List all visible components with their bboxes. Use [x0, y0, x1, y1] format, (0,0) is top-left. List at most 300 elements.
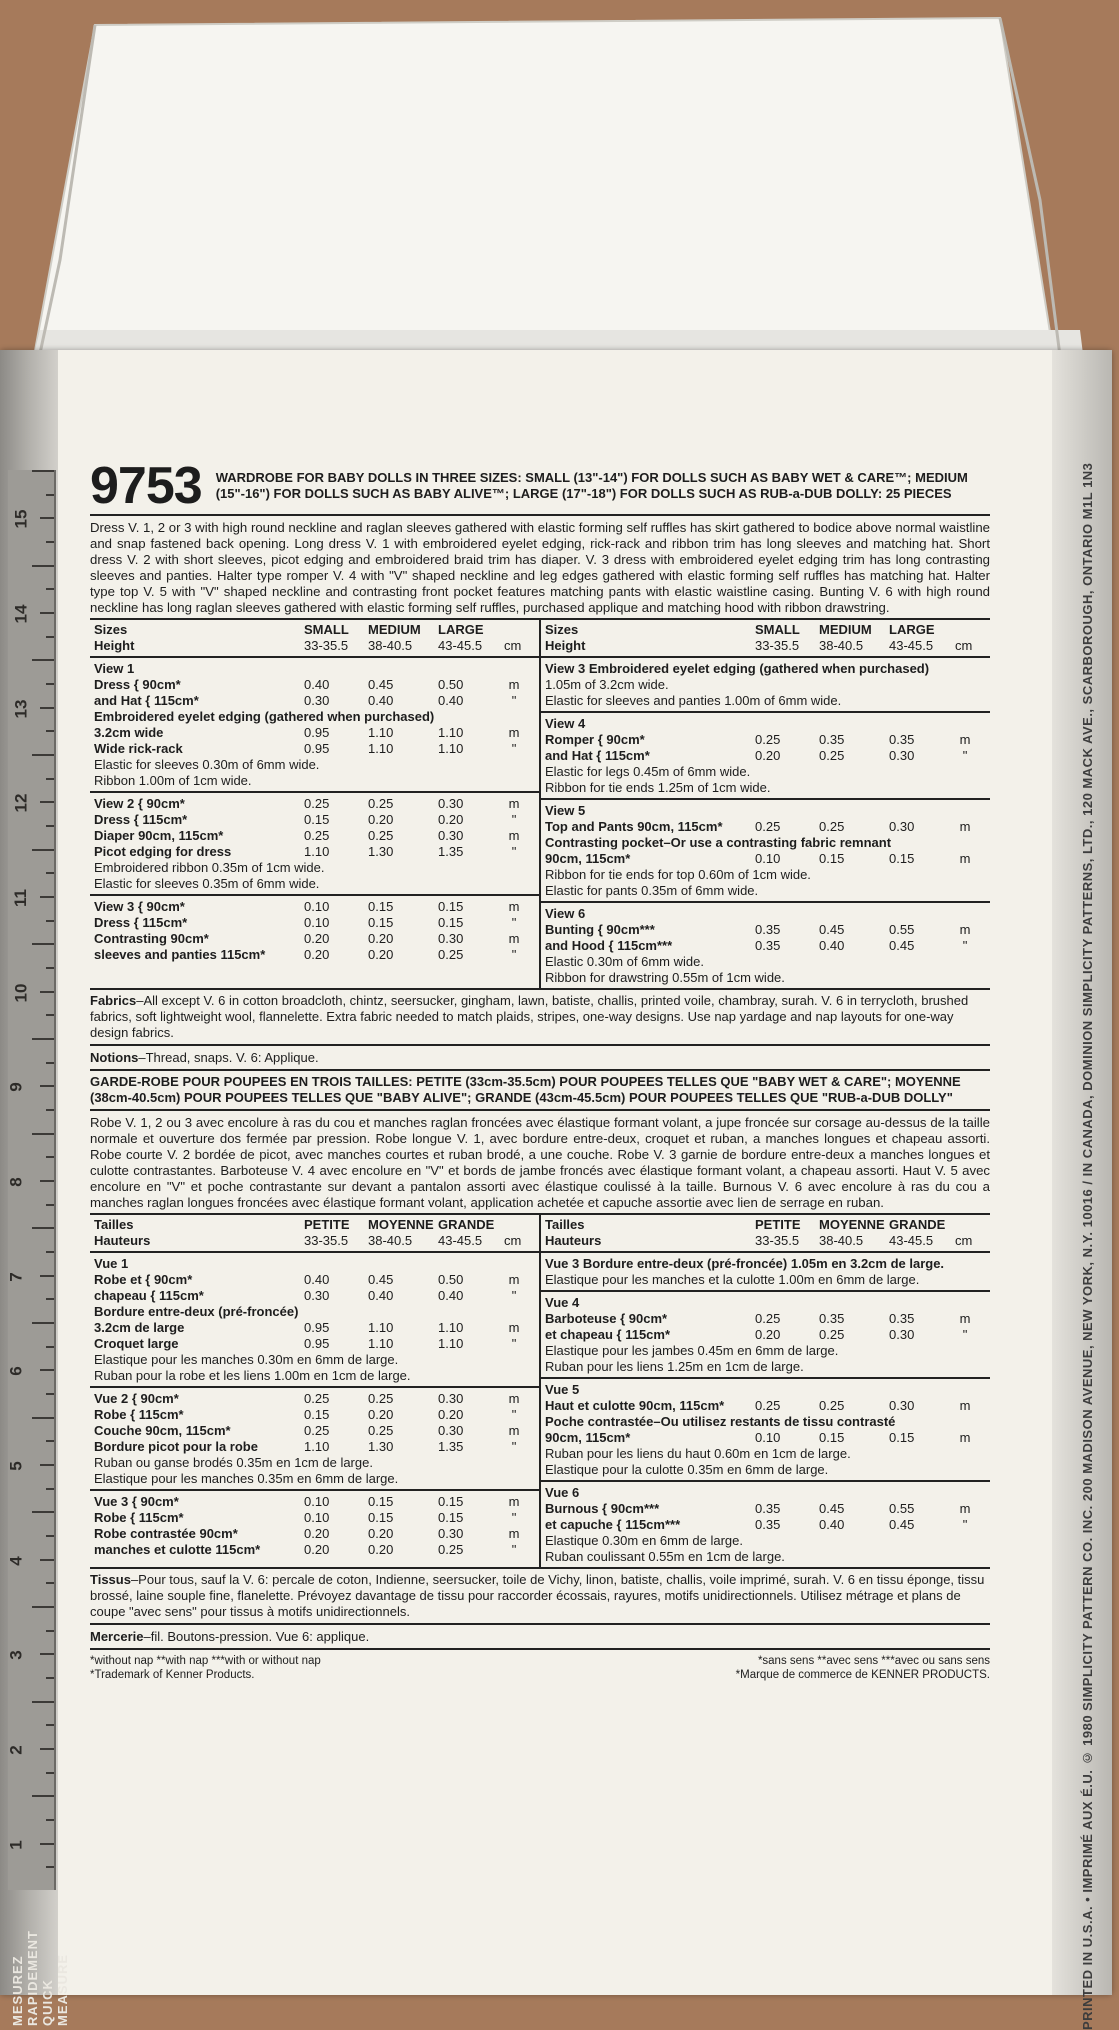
small-value: 0.20: [304, 947, 330, 962]
ruler-tick: [40, 896, 54, 898]
large-value: [889, 1382, 955, 1398]
ruler-tick: [40, 1653, 54, 1655]
yardage-note: Elastique pour les manches et la culotte 1.00m en 6mm de large.: [545, 1272, 920, 1287]
medium-value: 0.25: [368, 1391, 394, 1406]
sizes-label: Sizes: [545, 622, 579, 637]
ruler-tick: [46, 1630, 54, 1632]
large-value: 0.30: [438, 1391, 464, 1406]
ruler-tick: [46, 1156, 54, 1158]
medium-value: 0.35: [819, 732, 845, 747]
yardage-row: [94, 812, 535, 828]
view-5: [541, 800, 990, 903]
ruler-tick: [32, 1133, 54, 1135]
medium-value: 0.15: [819, 1430, 845, 1445]
yardage-note: Ruban pour les liens 1.25m en 1cm de large.: [545, 1359, 804, 1374]
medium-value: 0.15: [368, 1510, 394, 1525]
small-value: [304, 661, 368, 677]
large-value: [889, 803, 955, 819]
ruler-tick: [32, 1038, 54, 1040]
unit-value: m: [508, 931, 520, 946]
ruler-tick: [40, 1275, 54, 1277]
notions-label: Mercerie: [90, 1629, 144, 1644]
row-label: View 3 { 90cm*: [94, 899, 185, 914]
description-fr: Robe V. 1, 2 ou 3 avec encolure à ras du cou et manches raglan froncées avec élastique formant volant, a jupe froncée sur corsage au-dessus de la taille normale et ouverture dos fermée par pression. Robe longue V. 1, avec bordure entre-deux, croquet et ruban, a manches longues et chapeau assorti. Robe courte V. 2 bordée de picot, avec manches courtes et ruban brodé, a une couche. Robe V. 3 garnie de bordure entre-deux a manches longues et culotte contrastantes. Barboteuse V. 4 avec encolure en "V" et bords de jambe froncés avec élastique formant volant, a chapeau assorti. Haut V. 5 avec encolure en "V" et poche contrastante sur devant a pantalon assorti avec élastique coulissé à la taille. Burnous V. 6 avec encolure à ras du cou a manches raglan longues froncées avec élastique formant volant, application achetée et capuche assortie avec lien de serrage en ruban.: [90, 1111, 990, 1215]
header-en: [90, 457, 990, 516]
yardage-note: Bordure entre-deux (pré-froncée): [94, 1304, 299, 1319]
view-4: [541, 713, 990, 800]
view-3: [90, 896, 539, 965]
footnote-nap-fr: *sans sens **avec sens ***avec ou sans sens: [757, 1655, 990, 1667]
sizes-header: [90, 1215, 539, 1253]
view-2: [90, 793, 539, 896]
row-label: Wide rick-rack: [94, 741, 183, 756]
small-value: 0.20: [304, 1542, 330, 1557]
yardage-row: [94, 899, 535, 915]
vue-2: [90, 1388, 539, 1491]
notions-fr: [90, 1625, 990, 1650]
ruler-tick: [40, 1369, 54, 1371]
unit-value: ": [511, 1510, 517, 1525]
unit-value: m: [959, 1430, 971, 1445]
size-small: PETITE: [755, 1217, 801, 1232]
small-value: 0.25: [304, 1391, 330, 1406]
ruler-tick: [46, 541, 54, 543]
sizes-label: Sizes: [94, 622, 128, 637]
small-value: 0.20: [755, 748, 781, 763]
size-unit: cm: [504, 1233, 522, 1248]
medium-value: 1.10: [368, 1320, 394, 1335]
row-label: View 4: [545, 716, 586, 731]
ruler-number: 10: [11, 983, 31, 1003]
unit-value: m: [959, 1501, 971, 1516]
yardage-row: [94, 725, 535, 741]
large-value: 0.40: [438, 1288, 464, 1303]
unit-value: m: [508, 1272, 520, 1287]
ruler-tick: [46, 1819, 54, 1821]
view-1: [90, 658, 539, 793]
large-value: 0.30: [438, 796, 464, 811]
unit-value: m: [508, 828, 520, 843]
yardage-row: [545, 938, 986, 954]
yardage-row: [94, 931, 535, 947]
medium-value: 0.40: [819, 1517, 845, 1532]
footnotes: [90, 1650, 990, 1682]
medium-value: 0.20: [368, 1407, 394, 1422]
ruler-tick: [46, 1014, 54, 1016]
yardage-row: [545, 1311, 986, 1327]
medium-value: 0.20: [368, 812, 394, 827]
small-value: 0.25: [304, 796, 330, 811]
large-value: 1.35: [438, 844, 464, 859]
yardage-note: Elastique 0.30m en 6mm de large.: [545, 1533, 743, 1548]
unit-value: ": [511, 1407, 517, 1422]
ruler-number: 3: [6, 1650, 26, 1661]
unit-value: ": [962, 1517, 968, 1532]
unit-value: [955, 1382, 975, 1398]
medium-value: 0.25: [819, 1327, 845, 1342]
large-value: 0.25: [438, 947, 464, 962]
small-value: 0.95: [304, 725, 330, 740]
size-large-range: 43-45.5: [889, 638, 934, 653]
height-label: Height: [545, 638, 586, 653]
ruler-number: 5: [6, 1461, 26, 1471]
yardage-note: Elastic for sleeves and panties 1.00m of 6mm wide.: [545, 693, 842, 708]
unit-value: m: [959, 922, 971, 937]
yardage-row: [545, 851, 986, 867]
size-large-range: 43-45.5: [438, 638, 483, 653]
size-small-range: 33-35.5: [304, 638, 349, 653]
small-value: 0.10: [755, 851, 781, 866]
row-label: 3.2cm wide: [94, 725, 164, 740]
row-label: Robe contrastée 90cm*: [94, 1526, 238, 1541]
medium-value: 0.25: [368, 828, 394, 843]
yardage-row: [545, 1517, 986, 1533]
small-value: 0.10: [304, 1494, 330, 1509]
medium-value: [819, 1485, 889, 1501]
large-value: 1.35: [438, 1439, 464, 1454]
yardage-row: [94, 1391, 535, 1407]
vue-3-trim: [541, 1253, 990, 1292]
sizes-header: [541, 1215, 990, 1253]
size-medium-range: 38-40.5: [368, 638, 413, 653]
ruler-tick: [46, 1772, 54, 1774]
yardage-row: [94, 828, 535, 844]
ruler-tick: [32, 1701, 54, 1703]
size-unit: cm: [955, 1233, 973, 1248]
yardage-right-fr: [541, 1215, 990, 1567]
row-label: Top and Pants 90cm, 115cm*: [545, 819, 723, 834]
large-value: 0.30: [889, 1327, 915, 1342]
size-medium-range: 38-40.5: [819, 638, 864, 653]
unit-value: m: [508, 1526, 520, 1541]
vue-1: [90, 1253, 539, 1388]
size-medium: MOYENNE: [819, 1217, 885, 1232]
medium-value: 1.30: [368, 844, 394, 859]
large-value: 0.30: [889, 748, 915, 763]
row-label: Vue 5: [545, 1382, 580, 1397]
unit-value: m: [508, 1494, 520, 1509]
yardage-row: [545, 906, 986, 922]
small-value: [755, 1485, 819, 1501]
row-label: Robe et { 90cm*: [94, 1272, 193, 1287]
row-label: Dress { 90cm*: [94, 677, 181, 692]
unit-value: m: [508, 1320, 520, 1335]
size-small-range: 33-35.5: [755, 1233, 800, 1248]
medium-value: 0.20: [368, 947, 394, 962]
row-label: Croquet large: [94, 1336, 179, 1351]
unit-value: ": [511, 1288, 517, 1303]
yardage-note: Ribbon for tie ends for top 0.60m of 1cm wide.: [545, 867, 811, 882]
yardage-row: [545, 1501, 986, 1517]
vue-6: [541, 1482, 990, 1567]
ruler-tick: [32, 659, 54, 661]
large-value: [438, 1256, 504, 1272]
large-value: 0.30: [438, 1526, 464, 1541]
yardage-row: [94, 796, 535, 812]
yardage-row: [545, 716, 986, 732]
medium-value: 0.25: [368, 796, 394, 811]
yardage-row: [545, 748, 986, 764]
large-value: 0.45: [889, 1517, 915, 1532]
ruler-tick: [40, 1843, 54, 1845]
row-label: and Hat { 115cm*: [94, 693, 199, 708]
yardage-row: [94, 1439, 535, 1455]
size-unit: cm: [504, 638, 522, 653]
ruler-number: 13: [11, 699, 31, 719]
view-3-trim: [541, 658, 990, 713]
ruler-tick: [46, 1488, 54, 1490]
size-medium-range: 38-40.5: [819, 1233, 864, 1248]
row-label: Vue 1: [94, 1256, 129, 1271]
ruler-number: 15: [11, 509, 31, 529]
medium-value: 0.45: [819, 922, 845, 937]
notions-text: –fil. Boutons-pression. Vue 6: applique.: [143, 1629, 370, 1644]
row-label: et chapeau { 115cm*: [545, 1327, 671, 1342]
large-value: [889, 1485, 955, 1501]
large-value: 0.40: [438, 693, 464, 708]
large-value: 0.30: [889, 1398, 915, 1413]
ruler-tick: [46, 588, 54, 590]
medium-value: 0.15: [368, 915, 394, 930]
small-value: 1.10: [304, 844, 330, 859]
large-value: 0.35: [889, 1311, 915, 1326]
ruler-tick: [46, 1062, 54, 1064]
size-large: LARGE: [438, 622, 484, 637]
vue-3: [90, 1491, 539, 1560]
small-value: [755, 1295, 819, 1311]
medium-value: 1.10: [368, 1336, 394, 1351]
row-label: View 5: [545, 803, 586, 818]
ruler-tick: [40, 612, 54, 614]
yardage-left-en: [90, 620, 541, 988]
row-label: manches et culotte 115cm*: [94, 1542, 261, 1557]
large-value: 0.15: [889, 1430, 915, 1445]
yardage-note: Ruban pour les liens du haut 0.60m en 1cm de large.: [545, 1446, 851, 1461]
yardage-row: [94, 1256, 535, 1272]
medium-value: 0.45: [819, 1501, 845, 1516]
yardage-row: [545, 803, 986, 819]
yardage-note: Ruban pour la robe et les liens 1.00m en 1cm de large.: [94, 1368, 411, 1383]
row-label: Barboteuse { 90cm*: [545, 1311, 668, 1326]
ruler-tick: [40, 1464, 54, 1466]
unit-value: ": [511, 741, 517, 756]
small-value: 0.95: [304, 1320, 330, 1335]
row-label: 3.2cm de large: [94, 1320, 185, 1335]
medium-value: [368, 1256, 438, 1272]
yardage-note: Poche contrastée–Ou utilisez restants de tissu contrasté: [545, 1414, 896, 1429]
ruler-tick: [46, 1346, 54, 1348]
ruler-tick: [46, 1109, 54, 1111]
ruler-tick: [32, 849, 54, 851]
large-value: [889, 1295, 955, 1311]
size-small-range: 33-35.5: [755, 638, 800, 653]
unit-value: ": [511, 915, 517, 930]
yardage-row: [545, 1430, 986, 1446]
row-label: Diaper 90cm, 115cm*: [94, 828, 224, 843]
unit-value: m: [508, 725, 520, 740]
yardage-row: [94, 1510, 535, 1526]
medium-value: 0.15: [819, 851, 845, 866]
yardage-table-fr: [90, 1215, 990, 1569]
small-value: 0.40: [304, 1272, 330, 1287]
small-value: 0.35: [755, 922, 781, 937]
pattern-info: [90, 457, 990, 1682]
yardage-note: Vue 3 Bordure entre-deux (pré-froncée) 1.05m en 3.2cm de large.: [545, 1256, 945, 1271]
row-label: View 1: [94, 661, 135, 676]
large-value: 0.15: [438, 1494, 464, 1509]
ruler-tick: [32, 1511, 54, 1513]
yardage-row: [94, 1407, 535, 1423]
ruler-number: 11: [10, 889, 30, 907]
yardage-row: [545, 819, 986, 835]
unit-value: [955, 716, 975, 732]
unit-value: m: [959, 851, 971, 866]
large-value: 0.15: [889, 851, 915, 866]
size-large: GRANDE: [438, 1217, 495, 1232]
medium-value: 0.35: [819, 1311, 845, 1326]
yardage-note: Elastique pour la culotte 0.35m en 6mm de large.: [545, 1462, 829, 1477]
ruler-tick: [46, 1724, 54, 1726]
medium-value: [819, 1382, 889, 1398]
ruler-tick: [40, 1180, 54, 1182]
height-label: Hauteurs: [94, 1233, 151, 1248]
size-small: SMALL: [304, 622, 349, 637]
yardage-row: [545, 1295, 986, 1311]
yardage-row: [94, 1272, 535, 1288]
size-medium: MEDIUM: [819, 622, 872, 637]
unit-value: ": [511, 1439, 517, 1454]
ruler-tick: [32, 1606, 54, 1608]
ruler-tick: [46, 1204, 54, 1206]
small-value: 0.95: [304, 741, 330, 756]
publisher-imprint: PRINTED IN U.S.A. • IMPRIMÉ AUX É.U. © 1980 SIMPLICITY PATTERN CO. INC. 200 MADISON AVENUE, NEW YORK, N.Y. 10016 / IN CANADA, DOMINION SIMPLICITY PATTERNS, LTD., 120 MACK AVE., SCARBOROUGH, ONTARIO M1L 1N3: [1080, 462, 1095, 2030]
unit-value: m: [508, 1423, 520, 1438]
yardage-note: Elastic for sleeves 0.35m of 6mm wide.: [94, 876, 320, 891]
small-value: [304, 1256, 368, 1272]
ruler-tick: [46, 494, 54, 496]
row-label: sleeves and panties 115cm*: [94, 947, 266, 962]
unit-value: m: [508, 796, 520, 811]
small-value: 0.15: [304, 812, 330, 827]
ruler-tick: [46, 1866, 54, 1868]
small-value: 0.30: [304, 1288, 330, 1303]
medium-value: 0.40: [368, 1288, 394, 1303]
fabrics-label: Fabrics: [90, 993, 137, 1008]
unit-value: [955, 906, 975, 922]
large-value: 0.55: [889, 922, 915, 937]
ruler-tick: [46, 1251, 54, 1253]
yardage-row: [545, 922, 986, 938]
unit-value: ": [511, 947, 517, 962]
medium-value: 0.40: [368, 693, 394, 708]
unit-value: m: [959, 1398, 971, 1413]
yardage-right-en: [541, 620, 990, 988]
size-unit: cm: [955, 638, 973, 653]
ruler-tick: [32, 1322, 54, 1324]
yardage-row: [94, 693, 535, 709]
medium-value: 0.20: [368, 1526, 394, 1541]
ruler-tick: [40, 517, 54, 519]
unit-value: [504, 1256, 524, 1272]
height-label: Height: [94, 638, 135, 653]
yardage-note: 1.05m of 3.2cm wide.: [545, 677, 669, 692]
row-label: Dress { 115cm*: [94, 915, 188, 930]
ruler-tick: [46, 1440, 54, 1442]
yardage-table-en: [90, 620, 990, 990]
medium-value: 1.10: [368, 725, 394, 740]
medium-value: 0.45: [368, 677, 394, 692]
small-value: 0.25: [755, 1398, 781, 1413]
size-large-range: 43-45.5: [889, 1233, 934, 1248]
row-label: Dress { 115cm*: [94, 812, 188, 827]
small-value: 0.10: [304, 899, 330, 914]
medium-value: 0.20: [368, 931, 394, 946]
ruler-tick: [40, 707, 54, 709]
ruler-tick: [46, 1298, 54, 1300]
unit-value: m: [959, 819, 971, 834]
yardage-row: [94, 1542, 535, 1558]
yardage-note: Contrasting pocket–Or use a contrasting fabric remnant: [545, 835, 892, 850]
size-small: SMALL: [755, 622, 800, 637]
ruler-tick: [46, 1393, 54, 1395]
large-value: 0.15: [438, 899, 464, 914]
small-value: 0.35: [755, 1501, 781, 1516]
yardage-note: Elastic for sleeves 0.30m of 6mm wide.: [94, 757, 320, 772]
notions-text: –Thread, snaps. V. 6: Applique.: [138, 1050, 319, 1065]
medium-value: 0.20: [368, 1542, 394, 1557]
size-large: GRANDE: [889, 1217, 946, 1232]
large-value: 0.50: [438, 1272, 464, 1287]
small-value: 0.35: [755, 1517, 781, 1532]
yardage-note: Embroidered eyelet edging (gathered when purchased): [94, 709, 435, 724]
small-value: 0.35: [755, 938, 781, 953]
ruler-number: 1: [6, 1839, 26, 1850]
wardrobe-title-fr: GARDE-ROBE POUR POUPEES EN TROIS TAILLES: PETITE (33cm-35.5cm) POUR POUPEES TELLES QUE "BABY WET & CARE"; MOYENNE (38cm-40.5cm) POUR POUPEES TELLES QUE "BABY ALIVE"; GRANDE (43cm-45.5cm) POUR POUPEES TELLES QUE "RUB-a-DUB DOLLY": [90, 1071, 990, 1111]
large-value: 1.10: [438, 741, 464, 756]
unit-value: [955, 1485, 975, 1501]
small-value: 0.30: [304, 693, 330, 708]
ruler-tick: [46, 778, 54, 780]
large-value: 0.25: [438, 1542, 464, 1557]
yardage-row: [94, 1423, 535, 1439]
unit-value: m: [508, 1391, 520, 1406]
yardage-note: Elastic 0.30m of 6mm wide.: [545, 954, 704, 969]
row-label: Haut et culotte 90cm, 115cm*: [545, 1398, 725, 1413]
ruler-tick: [46, 1582, 54, 1584]
row-label: Bunting { 90cm***: [545, 922, 655, 937]
ruler-tick: [46, 967, 54, 969]
row-label: Vue 4: [545, 1295, 580, 1310]
notions-en: [90, 1046, 990, 1071]
small-value: [755, 906, 819, 922]
small-value: 0.20: [304, 931, 330, 946]
yardage-row: [94, 947, 535, 963]
sizes-label: Tailles: [545, 1217, 585, 1232]
ruler-tick: [32, 1417, 54, 1419]
size-small-range: 33-35.5: [304, 1233, 349, 1248]
row-label: Vue 3 { 90cm*: [94, 1494, 179, 1509]
size-large-range: 43-45.5: [438, 1233, 483, 1248]
ruler-tick: [40, 1085, 54, 1087]
row-label: 90cm, 115cm*: [545, 1430, 631, 1445]
ruler-tick: [46, 730, 54, 732]
fabrics-fr: [90, 1569, 990, 1625]
pattern-number: 9753: [90, 457, 202, 515]
yardage-row: [94, 677, 535, 693]
row-label: Burnous { 90cm***: [545, 1501, 660, 1516]
small-value: [755, 716, 819, 732]
ruler-tick: [32, 1227, 54, 1229]
